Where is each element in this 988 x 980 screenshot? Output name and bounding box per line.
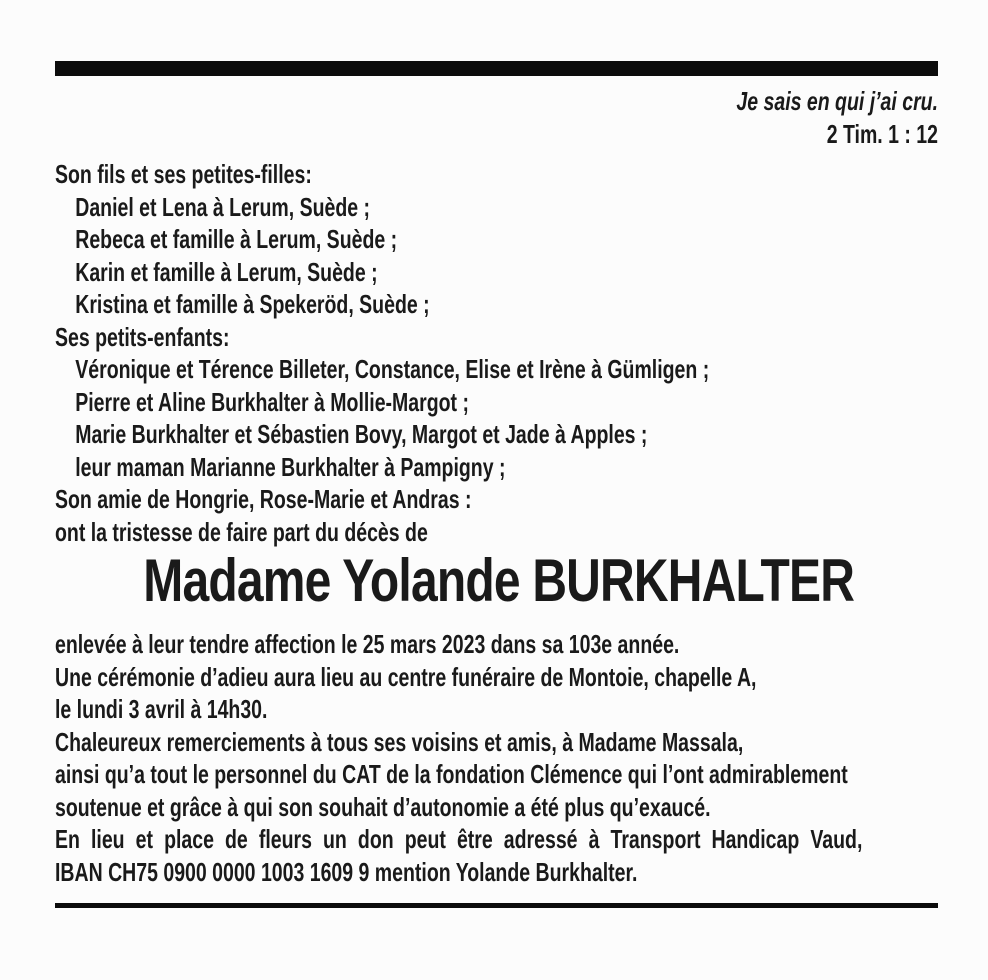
- announcement-line: soutenue et grâce à qui son souhait d’autonomie a été plus qu’exaucé.: [55, 791, 711, 822]
- family-line: Daniel et Lena à Lerum, Suède ;: [75, 191, 370, 222]
- announcement-line: ainsi qu’a tout le personnel du CAT de la fondation Clémence qui l’ont admirablement: [55, 759, 848, 789]
- family-line: leur maman Marianne Burkhalter à Pampigny ;: [75, 451, 506, 482]
- family-line: Ses petits-enfants:: [55, 321, 230, 352]
- epigraph: [55, 85, 938, 150]
- epigraph-quote: Je sais en qui j’ai cru.: [736, 86, 938, 116]
- announcement-line: enlevée à leur tendre affection le 25 mars 2023 dans sa 103e année.: [55, 629, 680, 659]
- family-line: Pierre et Aline Burkhalter à Mollie-Margot ;: [75, 386, 469, 417]
- top-rule: [55, 61, 938, 76]
- announcement-text: [55, 628, 938, 888]
- family-line: Marie Burkhalter et Sébastien Bovy, Margot et Jade à Apples ;: [75, 419, 648, 449]
- epigraph-reference: 2 Tim. 1 : 12: [826, 118, 938, 149]
- bottom-rule: [55, 903, 938, 908]
- announcement-line: En lieu et place de fleurs un don peut être adressé à Transport Handicap Vaud,: [55, 824, 863, 854]
- announcement-line: IBAN CH75 0900 0000 1003 1609 9 mention Yolande Burkhalter.: [55, 856, 638, 887]
- family-line: Son fils et ses petites-filles:: [55, 159, 312, 189]
- family-list: [55, 158, 938, 548]
- announcement-line: Chaleureux remerciements à tous ses voisins et amis, à Madame Massala,: [55, 726, 744, 757]
- announcement-line: Une cérémonie d’adieu aura lieu au centre funéraire de Montoie, chapelle A,: [55, 661, 757, 692]
- family-line: Karin et famille à Lerum, Suède ;: [75, 256, 378, 287]
- announcement-line: le lundi 3 avril à 14h30.: [55, 694, 268, 724]
- deceased-name-title: Madame Yolande BURKHALTER: [143, 547, 855, 614]
- family-line: ont la tristesse de faire part du décès de: [55, 516, 428, 547]
- family-line: Rebeca et famille à Lerum, Suède ;: [75, 224, 398, 254]
- family-line: Véronique et Térence Billeter, Constance, Elise et Irène à Gümligen ;: [75, 354, 710, 384]
- family-line: Kristina et famille à Spekeröd, Suède ;: [75, 289, 430, 319]
- family-line: Son amie de Hongrie, Rose-Marie et Andras :: [55, 484, 472, 514]
